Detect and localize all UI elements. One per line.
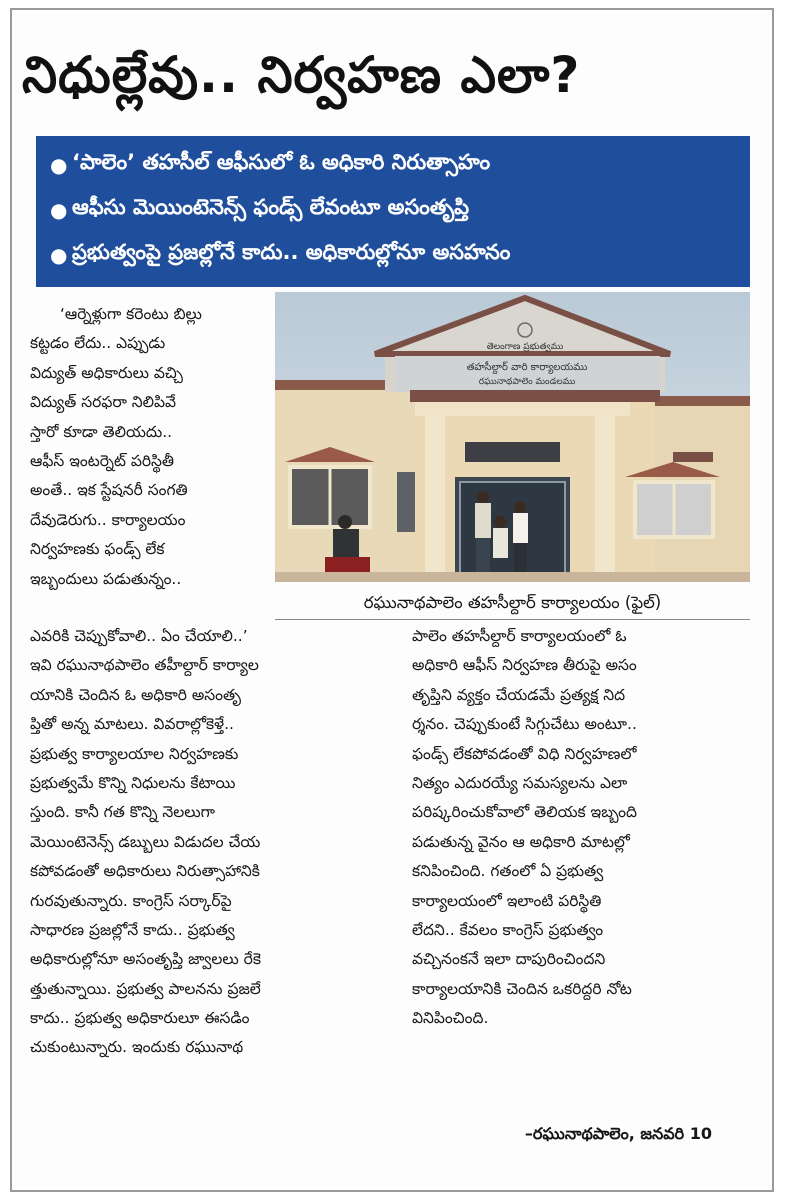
body-line: మెయింటెనెన్స్ డబ్బులు విడుదల చేయ xyxy=(30,832,261,851)
body-line: స్తారో కూడా తెలియదు.. xyxy=(30,422,173,441)
body-line: కాదు.. ప్రభుత్వ అధికారులూ ఈసడిం xyxy=(30,1009,250,1028)
body-line: వచ్చినంకనే ఇలా దాపురించిందని xyxy=(412,950,606,969)
body-line: అధికారుల్లోనూ అసంతృప్తి జ్వాలలు రేకె xyxy=(30,950,261,969)
body-line: కనిపించింది. గతంలో ఏ ప్రభుత్వ xyxy=(412,862,604,881)
highlight-item xyxy=(50,142,736,187)
body-line: ప్రభుత్వ కార్యాలయాల నిర్వహణకు xyxy=(30,744,239,763)
body-line: ఎవరికి చెప్పుకోవాలి.. ఏం చేయాలి..’ xyxy=(30,627,248,645)
body-column-left-top xyxy=(30,300,267,594)
body-line: చుకుంటున్నారు. ఇందుకు రఘునాథ xyxy=(30,1038,244,1057)
body-line: నిర్వహణకు ఫండ్స్ లేక xyxy=(30,540,165,559)
body-line: పడుతున్న వైనం ఆ అధికారి మాటల్లో xyxy=(412,832,630,851)
highlight-text: ‘పాలెం’ తహసీల్ ఆఫీసులో ఓ అధికారి నిరుత్సాహం xyxy=(72,149,491,174)
building-sign-bottom: రఘునాథపాలెం మండలము xyxy=(478,377,576,387)
bullet-icon: ● xyxy=(50,152,68,177)
building-illustration xyxy=(275,292,750,582)
body-line: ఇబ్బందులు పడుతున్నం.. xyxy=(30,569,182,588)
body-line: గురవుతున్నారు. కాంగ్రెస్ సర్కార్‌పై xyxy=(30,891,232,910)
photo-caption: రఘునాథపాలెం తహసీల్దార్ కార్యాలయం (ఫైల్) xyxy=(275,586,750,620)
highlights-box xyxy=(36,136,750,287)
dateline: –రఘునాథపాలెం, జనవరి 10 xyxy=(524,1124,712,1143)
body-column-left-bottom xyxy=(30,622,410,1063)
bullet-icon: ● xyxy=(50,197,68,222)
body-line: ప్తితో అన్న మాటలు. వివరాల్లోకెళ్తే.. xyxy=(30,715,234,734)
highlight-text: ప్రభుత్వంపై ప్రజల్లోనే కాదు.. అధికారుల్లోనూ అసహనం xyxy=(72,239,511,264)
highlight-item xyxy=(50,187,736,232)
body-line: పరిష్కరించుకోవాలో తెలియక ఇబ్బంది xyxy=(412,803,637,822)
body-line: త్తుతున్నాయి. ప్రభుత్వ పాలనను ప్రజలే xyxy=(30,979,261,998)
article-headline: నిధుల్లేవు.. నిర్వహణ ఎలా? xyxy=(22,46,581,104)
body-line: పాలెం తహసీల్దార్ కార్యాలయంలో ఓ xyxy=(412,627,627,645)
body-line: వినిపించింది. xyxy=(412,1009,489,1028)
body-line: ఆఫీస్ ఇంటర్నెట్ పరిస్థితీ xyxy=(30,451,175,470)
bullet-icon: ● xyxy=(50,242,68,267)
body-line: దేవుడెరుగు.. కార్యాలయం xyxy=(30,510,186,529)
body-line: నిత్యం ఎదురయ్యే సమస్యలను ఎలా xyxy=(412,773,628,792)
office-building-photo xyxy=(275,292,750,582)
body-line: యానికి చెందిన ఓ అధికారి అసంతృ xyxy=(30,685,241,704)
body-line: ‘ఆర్నెళ్లుగా కరెంటు బిల్లు xyxy=(60,305,202,323)
body-line: కార్యాలయానికి చెందిన ఒకరిద్దరి నోట xyxy=(412,979,632,998)
body-column-right xyxy=(412,622,748,1033)
body-line: కార్యాలయంలో ఇలాంటి పరిస్థితి xyxy=(412,891,602,910)
body-line: విద్యుత్ సరఫరా నిలిపివే xyxy=(30,393,177,412)
body-line: లేదని.. కేవలం కాంగ్రెస్ ప్రభుత్వం xyxy=(412,920,604,939)
body-line: అంతే.. ఇక స్టేషనరీ సంగతి xyxy=(30,481,188,500)
body-line: తృప్తిని వ్యక్తం చేయడమే ప్రత్యక్ష నిద xyxy=(412,685,626,704)
building-sign-middle: తహసీల్దార్ వారి కార్యాలయము xyxy=(466,362,588,373)
building-sign-top: తెలంగాణ ప్రభుత్వము xyxy=(486,342,564,352)
highlight-text: ఆఫీసు మెయింటెనెన్స్ ఫండ్స్ లేవంటూ అసంతృప్తి xyxy=(72,194,470,219)
body-line: ఫండ్స్ లేకపోవడంతో విధి నిర్వహణలో xyxy=(412,744,637,763)
body-line: విద్యుత్ అధికారులు వచ్చి xyxy=(30,363,183,382)
body-line: అధికారి ఆఫీస్ నిర్వహణ తీరుపై అసం xyxy=(412,656,637,675)
body-line: స్తుంది. కానీ గత కొన్ని నెలలుగా xyxy=(30,803,215,822)
body-line: కట్టడం లేదు.. ఎప్పుడు xyxy=(30,334,166,353)
highlight-item xyxy=(50,232,736,277)
body-line: ఇవి రఘునాథపాలెం తహీల్దార్ కార్యాల xyxy=(30,656,259,675)
body-line: ప్రభుత్వమే కొన్ని నిధులను కేటాయి xyxy=(30,773,236,792)
body-line: కపోవడంతో అధికారులు నిరుత్సాహానికి xyxy=(30,862,260,881)
body-line: ర్శనం. చెప్పుకుంటే సిగ్గుచేటు అంటూ.. xyxy=(412,715,637,734)
body-line: సాధారణ ప్రజల్లోనే కాదు.. ప్రభుత్వ xyxy=(30,920,235,939)
